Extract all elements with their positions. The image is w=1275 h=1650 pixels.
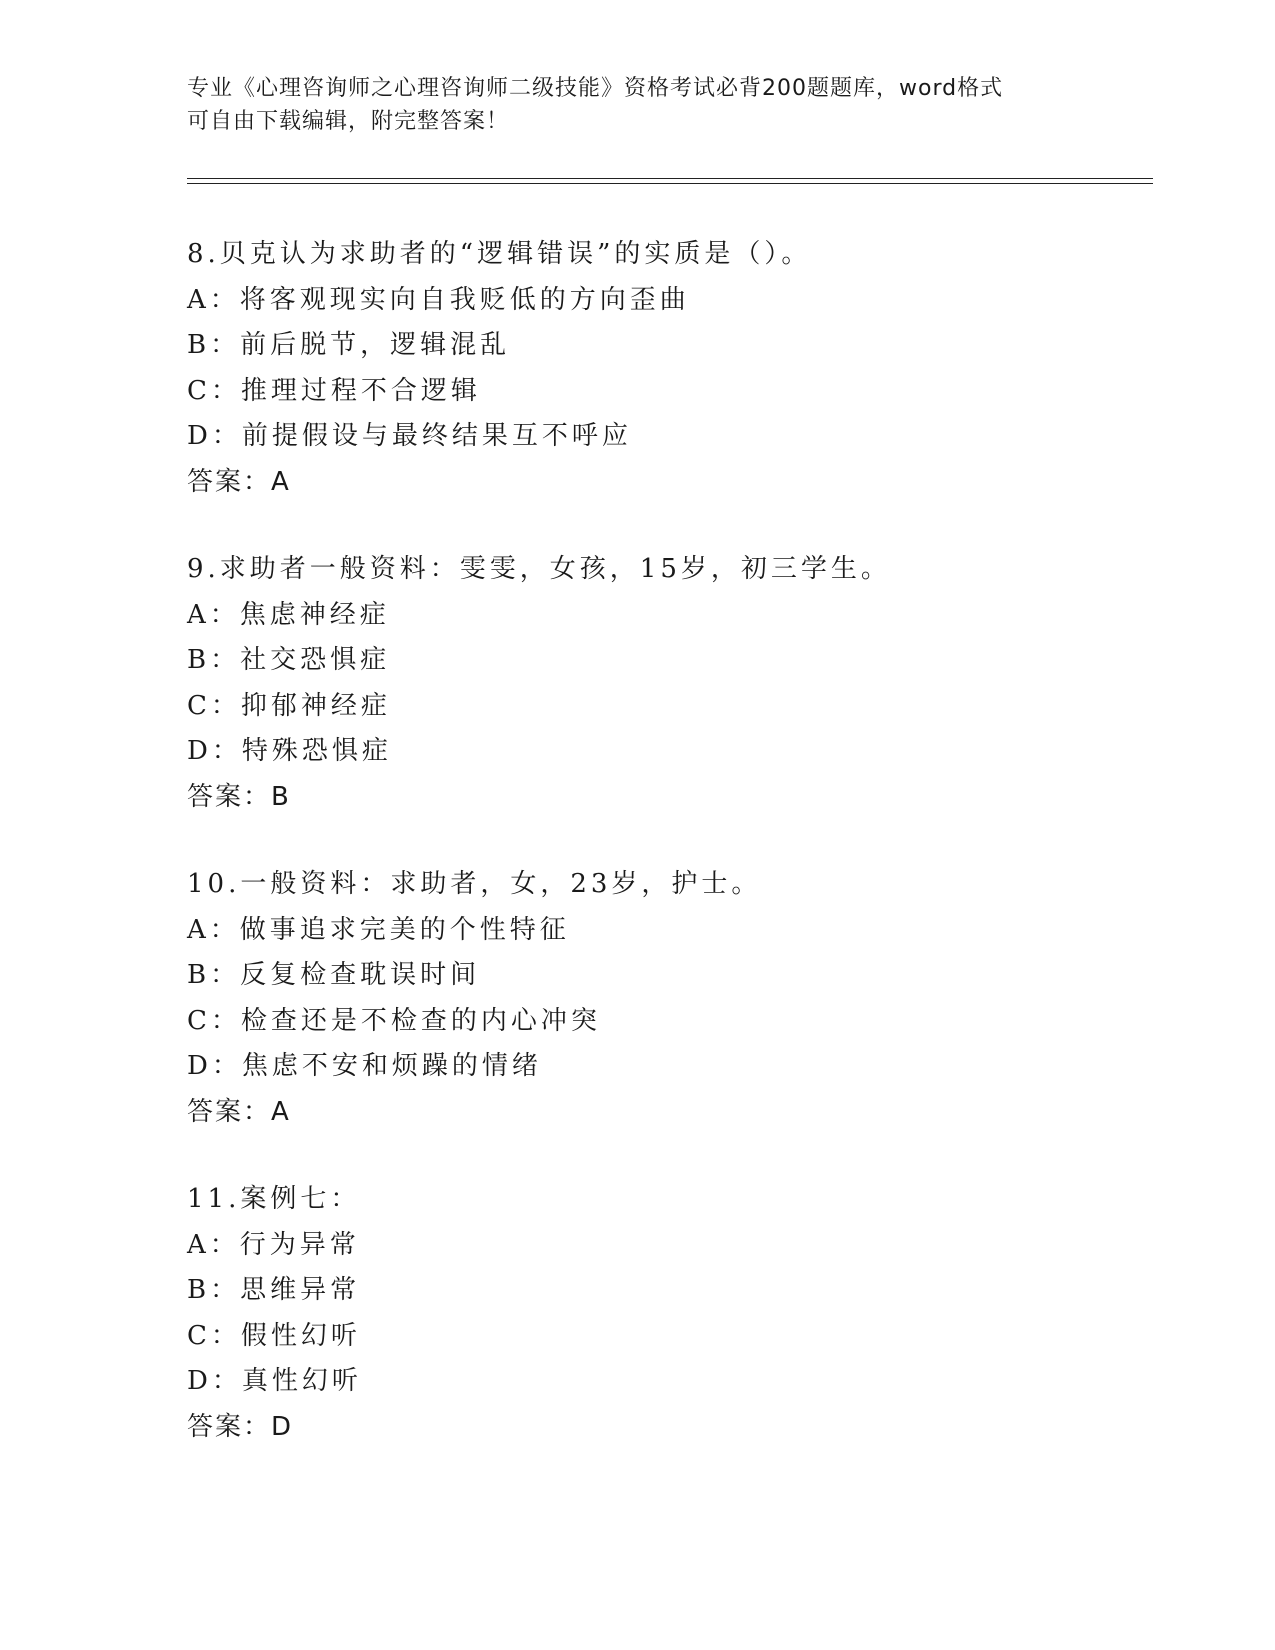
option-a: A：行为异常 [187, 1229, 360, 1260]
header-divider-bottom [187, 183, 1153, 184]
option-b: B：前后脱节，逻辑混乱 [187, 330, 511, 360]
question-stem: 11.案例七： [187, 1184, 361, 1214]
header-divider-top [187, 178, 1153, 179]
question-8 [187, 232, 1087, 505]
question-stem: 9.求助者一般资料：雯雯，女孩，15岁，初三学生。 [187, 554, 891, 584]
option-a: A：做事追求完美的个性特征 [187, 914, 570, 945]
option-d: D：特殊恐惧症 [187, 736, 392, 766]
option-a: A：焦虑神经症 [187, 599, 390, 630]
option-b: B：反复检查耽误时间 [187, 960, 481, 990]
option-a: A：将客观现实向自我贬低的方向歪曲 [187, 284, 690, 315]
question-10 [187, 862, 1087, 1135]
option-c: C：检查还是不检查的内心冲突 [187, 1005, 601, 1036]
question-11 [187, 1177, 1087, 1450]
option-c: C：抑郁神经症 [187, 690, 391, 721]
answer: 答案：A [187, 466, 291, 497]
option-c: C：假性幻听 [187, 1320, 361, 1351]
option-d: D：前提假设与最终结果互不呼应 [187, 421, 632, 451]
option-b: B：思维异常 [187, 1275, 361, 1305]
document-header [187, 72, 1077, 138]
question-stem: 10.一般资料：求助者，女，23岁，护士。 [187, 869, 762, 899]
option-d: D：真性幻听 [187, 1366, 362, 1396]
header-line-1: 专业《心理咨询师之心理咨询师二级技能》资格考试必背200题题库，word格式 [187, 76, 1004, 101]
answer: 答案：B [187, 781, 291, 812]
question-stem: 8.贝克认为求助者的“逻辑错误”的实质是（）。 [187, 239, 812, 269]
answer: 答案：A [187, 1096, 291, 1127]
option-b: B：社交恐惧症 [187, 645, 391, 675]
answer: 答案：D [187, 1411, 294, 1442]
option-c: C：推理过程不合逻辑 [187, 375, 481, 406]
option-d: D：焦虑不安和烦躁的情绪 [187, 1051, 542, 1081]
header-line-2: 可自由下载编辑，附完整答案！ [187, 109, 510, 134]
question-9 [187, 547, 1087, 820]
